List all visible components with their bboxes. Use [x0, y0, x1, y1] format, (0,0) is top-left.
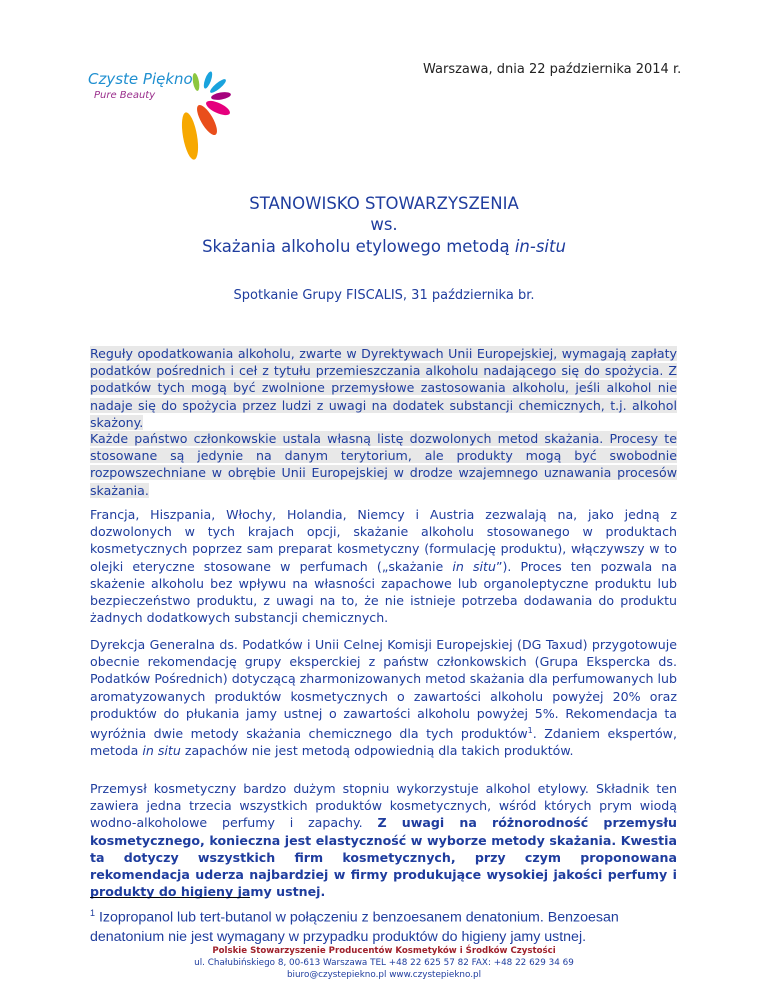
title-line-3: Skażania alkoholu etylowego metodą in-situ: [202, 237, 566, 256]
document-subtitle: Spotkanie Grupy FISCALIS, 31 października br.: [233, 288, 535, 303]
paragraph-1: Reguły opodatkowania alkoholu, zwarte w Dyrektywach Unii Europejskiej, wymagają zapłaty podatków pośrednich i ceł z tytułu przemieszczania alkoholu nadającego się do spożycia. Z podatków tych mogą być zwolnione przemysłowe zastosowania alkoholu, jeśli alkohol nie nadaje się do spożycia przez ludzi z uwagi na dodatek substancji chemicznych, t.j. alkohol skażony.: [90, 346, 677, 430]
footer-address: ul. Chałubińskiego 8, 00-613 Warszawa TEL +48 22 625 57 82 FAX: +48 22 629 34 69: [194, 958, 574, 968]
footnote: $^1$ Izopropanol lub tert-butanol w połączeniu z benzoesanem denatonium. Benzoesan denatonium nie jest wymagany w przypadku produktów do higieny jamy ustnej.: [90, 908, 619, 945]
paragraph-5: Przemysł kosmetyczny bardzo dużym stopniu wykorzystuje alkohol etylowy. Składnik ten zawiera jedna trzecia wszystkich produktów kosmetycznych, wśród których prym wiodą wodno-alkoholowe perfumy i zapachy. Z uwagi na różnorodność przemysłu kosmetycznego, konieczna jest elastyczność w wyborze metody skażania. Kwestia ta dotyczy wszystkich firm kosmetycznych, przy czym proponowana rekomendacja uderza najbardziej w firmy produkujące wysokiej jakości perfumy i produkty do higieny jamy ustnej.: [90, 781, 677, 900]
footnote-reference: 1: [527, 726, 533, 736]
footnote-separator: [90, 897, 250, 898]
document-date: Warszawa, dnia 22 października 2014 r.: [423, 62, 682, 77]
paragraph-3: Francja, Hiszpania, Włochy, Holandia, Niemcy i Austria zezwalają na, jako jedną z dozwolonych w tych krajach opcji, skażanie alkoholu stosowanego w produktach kosmetycznych poprzez sam preparat kosmetyczny (formulację produktu), włączywszy w to olejki eteryczne stosowane w perfumach („skażanie in situ”). Proces ten pozwala na skażenie alkoholu bez wpływu na własności zapachowe lub organoleptyczne produktu lub bezpieczeństwo produktu, z uwagi na to, że nie istnieje potrzeba dodawania do produktu żadnych dodatkowych substancji chemicznych.: [90, 507, 678, 626]
paragraph-2: Każde państwo członkowskie ustala własną listę dozwolonych metod skażania. Procesy te stosowane są jedynie na danym terytorium, ale produkty mogą być swobodnie rozpowszechniane w obrębie Unii Europejskiej w drodze wzajemnego uznawania procesów skażania.: [90, 431, 677, 498]
company-logo: [84, 60, 244, 170]
logo-name: Czyste Piękno: [88, 70, 193, 88]
title-line-1: STANOWISKO STOWARZYSZENIA: [249, 194, 519, 213]
paragraph-4: Dyrekcja Generalna ds. Podatków i Unii Celnej Komisji Europejskiej (DG Taxud) przygotowuje obecnie rekomendację grupy eksperckiej z państw członkowskich (Grupa Ekspercka ds. Podatków Pośrednich) dotyczącą zharmonizowanych metod skażania dla perfumowanych lub aromatyzowanych produktów kosmetycznych o zawartości alkoholu powyżej 20% oraz produktów do płukania jamy ustnej o zawartości alkoholu powyżej 5%. Rekomendacja ta wyróżnia dwie metody skażania chemicznego dla tych produktów$^1$. Zdaniem ekspertów, metoda in situ zapachów nie jest metodą odpowiednią dla takich produktów.: [90, 637, 677, 759]
title-line-2: ws.: [370, 215, 398, 234]
logo-tagline: Pure Beauty: [94, 90, 156, 101]
footer-contact: biuro@czystepiekno.pl www.czystepiekno.pl: [286, 970, 482, 980]
footer-organization: Polskie Stowarzyszenie Producentów Kosmetyków i Środków Czystości: [212, 946, 556, 956]
